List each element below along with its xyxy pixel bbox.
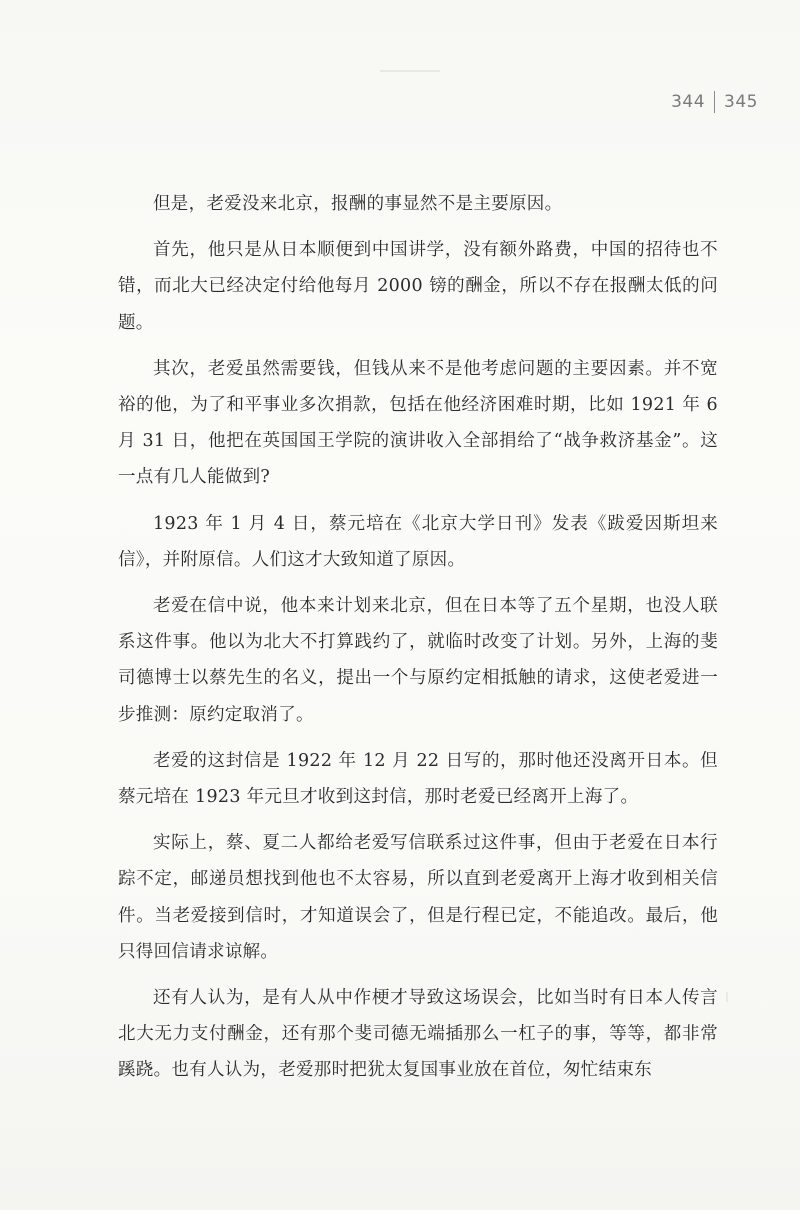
paragraph: 实际上，蔡、夏二人都给老爱写信联系过这件事，但由于老爱在日本行踪不定，邮递员想找到他也不太容易，所以直到老爱离开上海才收到相关信件。当老爱接到信时，才知道误会了，但是行程已定，不能追改。最后，他只得回信请求谅解。 [118, 833, 718, 962]
scan-artifact [726, 992, 728, 1002]
paragraph: 老爱的这封信是 1922 年 12 月 22 日写的，那时他还没离开日本。但蔡元培在 1923 年元旦才收到这封信，那时老爱已经离开上海了。 [118, 750, 718, 808]
scan-artifact [380, 70, 440, 72]
page-number-left: 344 [671, 92, 706, 112]
paragraph: 首先，他只是从日本顺便到中国讲学，没有额外路费，中国的招待也不错，而北大已经决定付给他每月 2000 镑的酬金，所以不存在报酬太低的问题。 [118, 240, 718, 333]
page-number-header [628, 89, 758, 115]
page-number-separator [714, 91, 715, 113]
paragraph: 1923 年 1 月 4 日，蔡元培在《北京大学日刊》发表《跋爱因斯坦来信》，并附原信。人们这才大致知道了原因。 [118, 513, 718, 570]
body-text [118, 186, 718, 1099]
paragraph: 还有人认为，是有人从中作梗才导致这场误会，比如当时有日本人传言北大无力支付酬金，还有那个斐司德无端插那么一杠子的事，等等，都非常蹊跷。也有人认为，老爱那时把犹太复国事业放在首位，匆忙结束东 [118, 988, 718, 1081]
paragraph: 老爱在信中说，他本来计划来北京，但在日本等了五个星期，也没人联系这件事。他以为北大不打算践约了，就临时改变了计划。另外，上海的斐司德博士以蔡先生的名义，提出一个与原约定相抵触的请求，这使老爱进一步推测：原约定取消了。 [118, 596, 718, 725]
paragraph: 但是，老爱没来北京，报酬的事显然不是主要原因。 [153, 194, 563, 214]
paragraph: 其次，老爱虽然需要钱，但钱从来不是他考虑问题的主要因素。并不宽裕的他，为了和平事业多次捐款，包括在他经济困难时期，比如 1921 年 6 月 31 日，他把在英国国王学院的演讲收入全部捐给了“战争救济基金”。这一点有几人能做到? [118, 358, 718, 488]
page-number-right: 345 [724, 92, 758, 112]
